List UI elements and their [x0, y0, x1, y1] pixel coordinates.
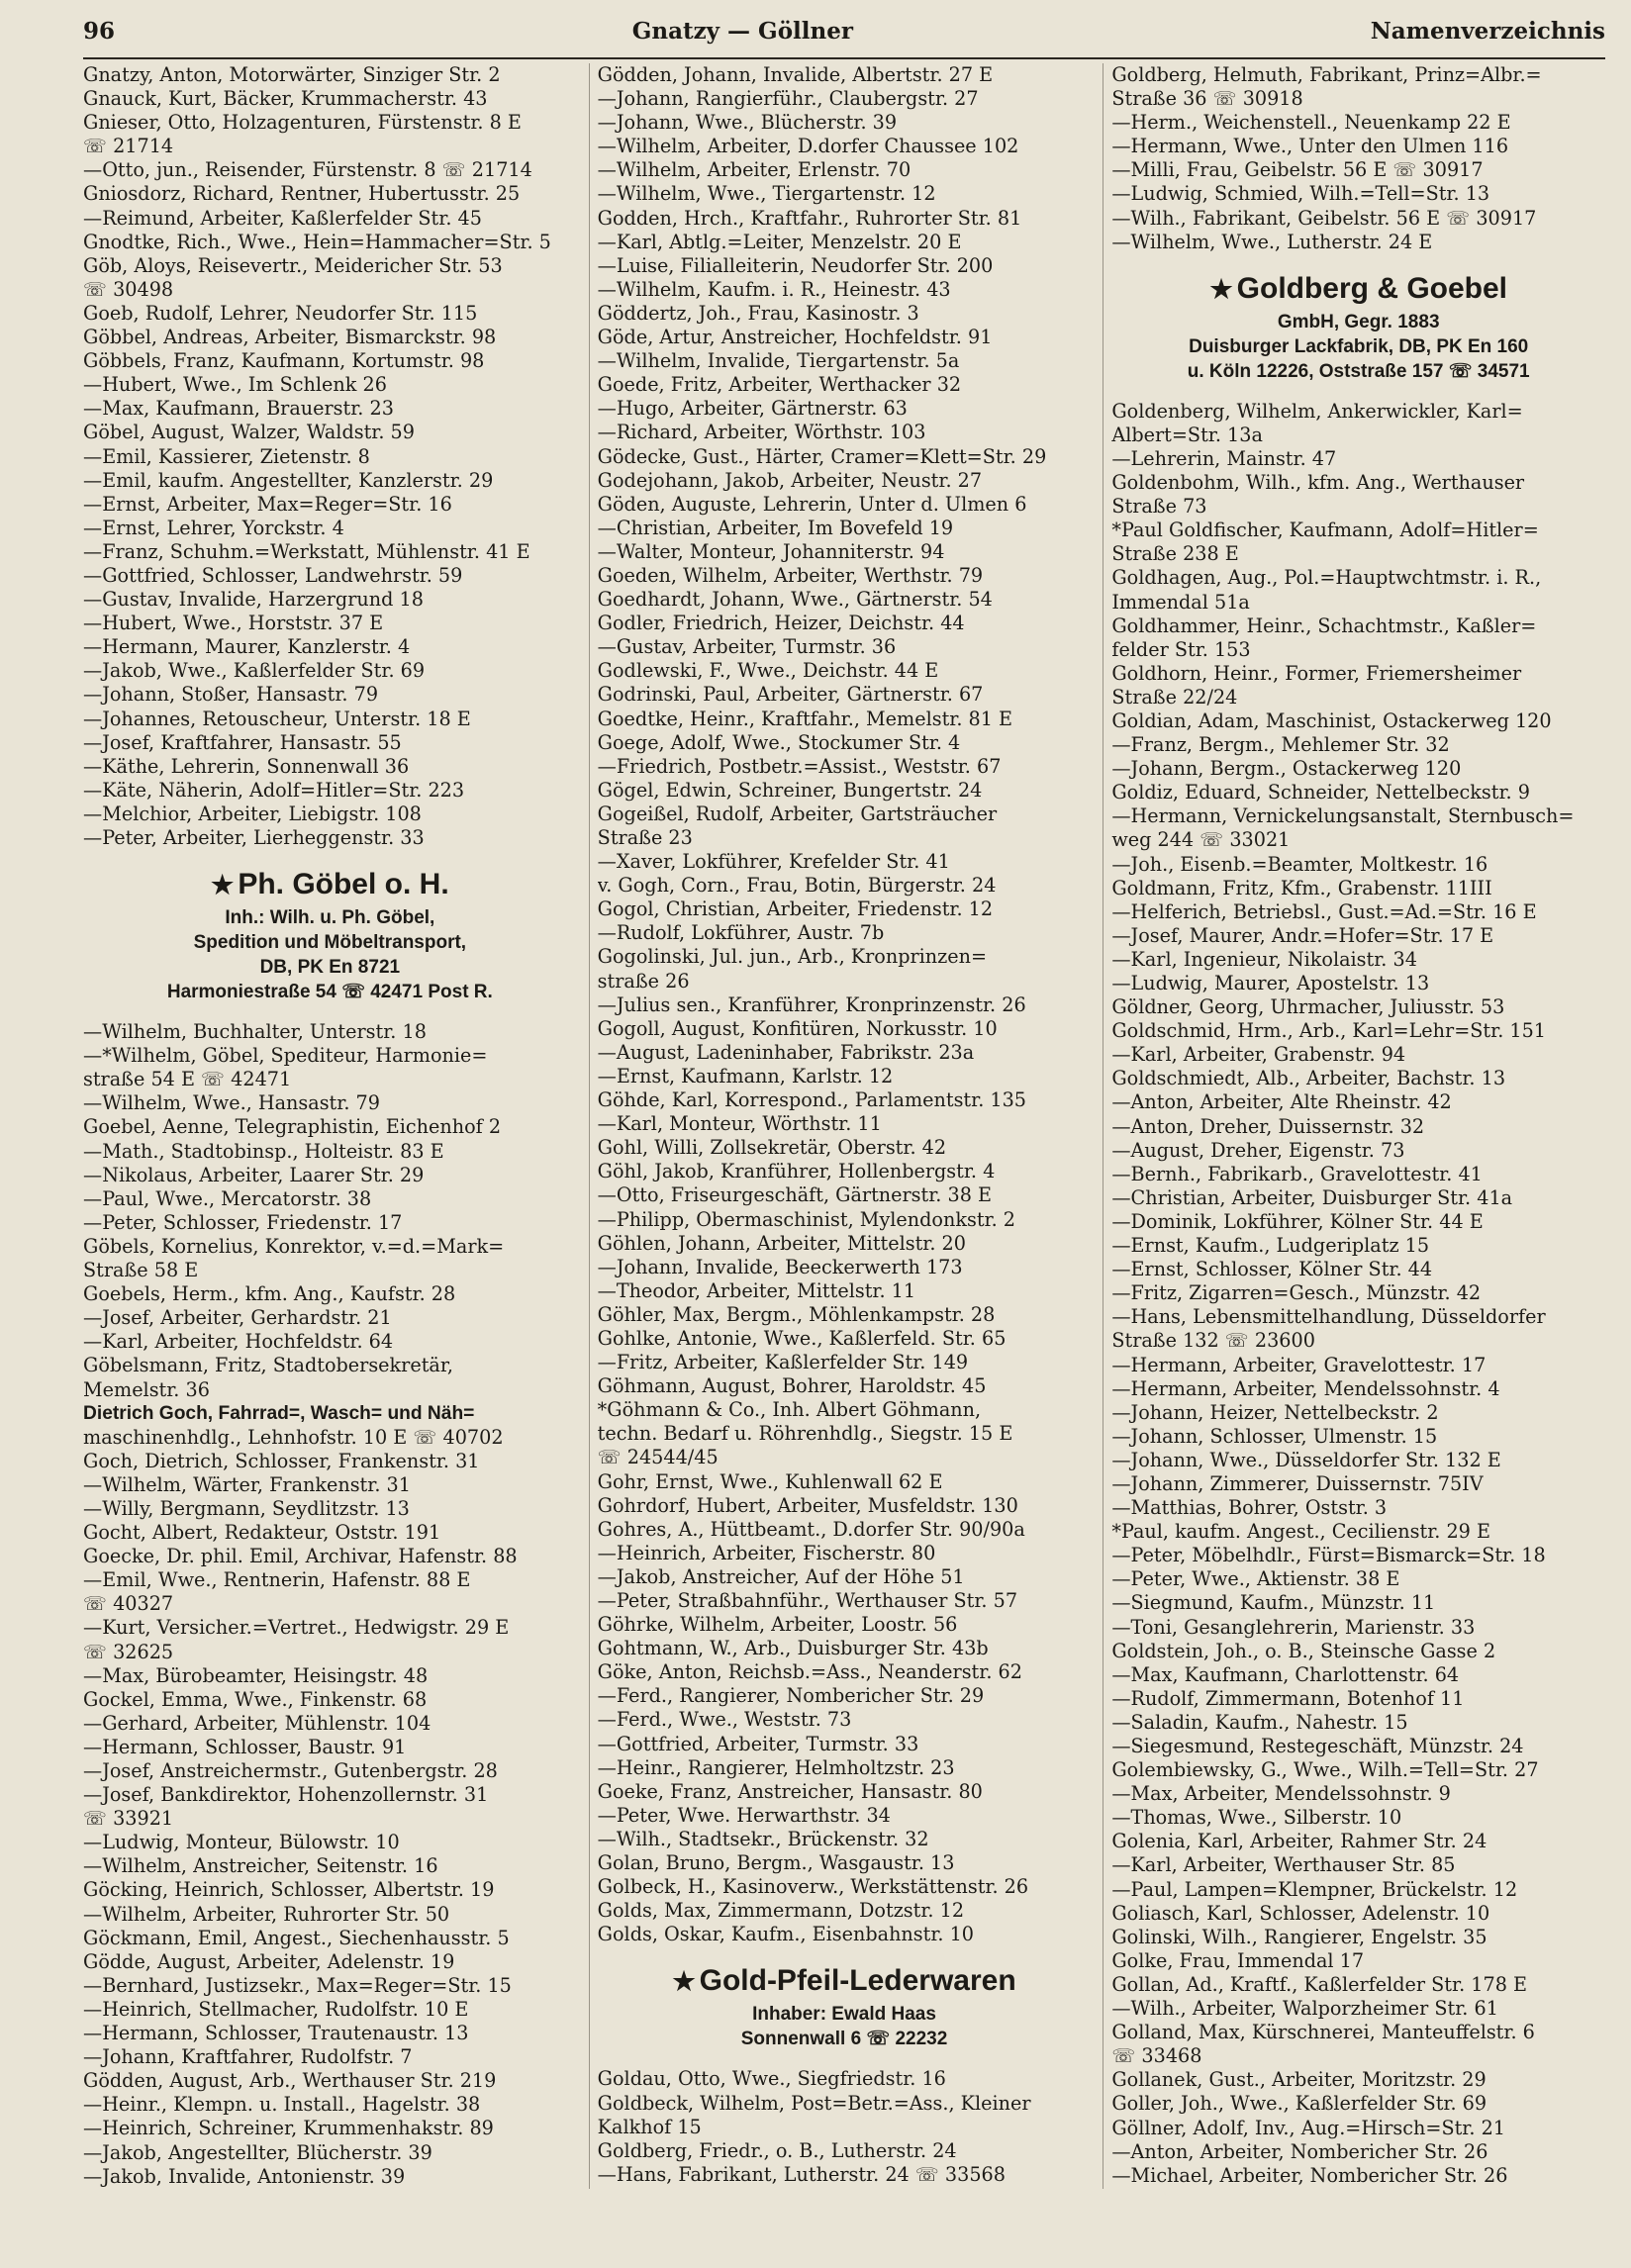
- directory-entry: —Dominik, Lokführer, Kölner Str. 44 E: [1111, 1209, 1484, 1233]
- directory-entry: —Johann, Invalide, Beeckerwerth 173: [597, 1255, 963, 1278]
- directory-entry: —Toni, Gesanglehrerin, Marienstr. 33: [1111, 1615, 1476, 1639]
- directory-entry: Göddertz, Joh., Frau, Kasinostr. 3: [597, 301, 919, 325]
- directory-entry: Goller, Joh., Wwe., Kaßlerfelder Str. 69: [1111, 2092, 1487, 2116]
- directory-entry: Goldiz, Eduard, Schneider, Nettelbeckstr. 9: [1111, 781, 1530, 804]
- directory-entry: —Ernst, Schlosser, Kölner Str. 44: [1111, 1258, 1433, 1281]
- directory-entry: —August, Dreher, Eigenstr. 73: [1111, 1138, 1405, 1162]
- directory-entry: —Hermann, Maurer, Kanzlerstr. 4: [83, 635, 411, 659]
- directory-entry: —Peter, Straßbahnführ., Werthauser Str. 57: [597, 1589, 1018, 1612]
- ad-address: u. Köln 12226, Oststraße 157 ☏ 34571: [1187, 360, 1530, 382]
- ad-gold-pfeil: [598, 1946, 1092, 2067]
- directory-entry: —Wilhelm, Wärter, Frankenstr. 31: [83, 1472, 411, 1496]
- column-3: [1103, 63, 1605, 2189]
- directory-entry: straße 54 E ☏ 42471: [83, 1068, 292, 1091]
- directory-entry: —Karl, Abtlg.=Leiter, Menzelstr. 20 E: [597, 230, 962, 253]
- directory-entry: —Peter, Schlosser, Friedenstr. 17: [83, 1210, 403, 1234]
- directory-entry: *Göhmann & Co., Inh. Albert Göhmann,: [597, 1398, 982, 1422]
- directory-entry: —Joh., Eisenb.=Beamter, Moltkestr. 16: [1111, 852, 1488, 876]
- directory-entry: —Karl, Ingenieur, Nikolaistr. 34: [1111, 947, 1417, 971]
- directory-entry: —Anton, Arbeiter, Nombericher Str. 26: [1111, 2139, 1488, 2163]
- directory-entry: —Reimund, Arbeiter, Kaßlerfelder Str. 45: [83, 206, 482, 230]
- directory-entry: —Ernst, Kaufmann, Karlstr. 12: [597, 1064, 894, 1087]
- directory-entry: —Theodor, Arbeiter, Mittelstr. 11: [597, 1278, 916, 1302]
- directory-entry: Immendal 51a: [1111, 590, 1250, 614]
- directory-entry: —Julius sen., Kranführer, Kronprinzenstr. 26: [597, 992, 1026, 1016]
- directory-entry: Goldberg, Friedr., o. B., Lutherstr. 24: [597, 2138, 957, 2162]
- directory-entry: —Gottfried, Arbeiter, Turmstr. 33: [597, 1732, 919, 1755]
- ad-name: Ph. Göbel o. H.: [238, 868, 449, 901]
- directory-entry: —Siegesmund, Restegeschäft, Münzstr. 24: [1111, 1735, 1524, 1757]
- directory-entry: Straße 58 E: [83, 1259, 199, 1282]
- directory-entry: —Wilhelm, Arbeiter, D.dorfer Chaussee 102: [597, 135, 1019, 158]
- directory-entry: —Hermann, Vernickelungsanstalt, Sternbusch=: [1111, 804, 1575, 828]
- directory-entry: Goldbeck, Wilhelm, Post=Betr.=Ass., Kleiner: [597, 2091, 1031, 2115]
- directory-entry: —Josef, Kraftfahrer, Hansastr. 55: [83, 730, 402, 754]
- star-icon: ★: [1209, 273, 1233, 304]
- directory-entry: —Wilhelm, Invalide, Tiergartenstr. 5a: [597, 349, 960, 373]
- directory-entry: —Max, Arbeiter, Mendelssohnstr. 9: [1111, 1782, 1451, 1806]
- directory-entry: Goebel, Aenne, Telegraphistin, Eichenhof 2: [83, 1115, 502, 1139]
- directory-entry: Gödden, August, Arb., Werthauser Str. 219: [83, 2069, 497, 2093]
- directory-entry: Göhmann, August, Bohrer, Haroldstr. 45: [597, 1374, 987, 1398]
- directory-entry: —Gottfried, Schlosser, Landwehrstr. 59: [83, 563, 463, 587]
- directory-entry: —Käthe, Lehrerin, Sonnenwall 36: [83, 754, 410, 778]
- entry-list: [1111, 63, 1605, 254]
- directory-entry: —Hugo, Arbeiter, Gärtnerstr. 63: [597, 397, 908, 421]
- page-number: 96: [83, 18, 116, 45]
- directory-entry: Straße 73: [1111, 495, 1207, 519]
- directory-entry: —Gustav, Arbeiter, Turmstr. 36: [597, 635, 897, 659]
- ad-goldberg-goebel: [1111, 254, 1605, 400]
- directory-entry: —Anton, Arbeiter, Alte Rheinstr. 42: [1111, 1090, 1452, 1114]
- directory-entry: —Heinrich, Schreiner, Krummenhakstr. 89: [83, 2117, 494, 2140]
- directory-entry: —Fritz, Arbeiter, Kaßlerfelder Str. 149: [597, 1351, 969, 1374]
- directory-entry: —Melchior, Arbeiter, Liebigstr. 108: [83, 802, 422, 825]
- directory-entry: —Ernst, Arbeiter, Max=Reger=Str. 16: [83, 492, 452, 516]
- directory-entry: Gohtmann, W., Arb., Duisburger Str. 43b: [597, 1637, 989, 1660]
- directory-entry: Gogeißel, Rudolf, Arbeiter, Gartsträucher: [597, 802, 998, 825]
- directory-entry: —Hermann, Arbeiter, Gravelottestr. 17: [1111, 1353, 1487, 1376]
- directory-entry: Goldhammer, Heinr., Schachtmstr., Kaßler=: [1111, 614, 1537, 637]
- directory-entry: Straße 22/24: [1111, 685, 1238, 709]
- directory-entry: —Rudolf, Zimmermann, Botenhof 11: [1111, 1686, 1465, 1710]
- directory-entry: Gnauck, Kurt, Bäcker, Krummacherstr. 43: [83, 87, 488, 111]
- directory-entry: —Max, Kaufmann, Charlottenstr. 64: [1111, 1662, 1460, 1686]
- directory-entry: —Wilhelm, Buchhalter, Unterstr. 18: [83, 1020, 427, 1044]
- directory-entry: —Heinr., Klempn. u. Install., Hagelstr. 38: [83, 2093, 481, 2117]
- directory-entry: Gniosdorz, Richard, Rentner, Hubertusstr. 25: [83, 182, 521, 206]
- directory-entry: —Ludwig, Schmied, Wilh.=Tell=Str. 13: [1111, 182, 1490, 206]
- directory-entry: Gogol, Christian, Arbeiter, Friedenstr. 12: [597, 898, 994, 921]
- directory-entry: —August, Ladeninhaber, Fabrikstr. 23a: [597, 1040, 975, 1064]
- directory-entry: Goebels, Herm., kfm. Ang., Kaufstr. 28: [83, 1282, 456, 1306]
- directory-entry: ☏ 40327: [83, 1592, 174, 1616]
- directory-entry: Goege, Adolf, Wwe., Stockumer Str. 4: [597, 730, 961, 754]
- directory-entry: —Friedrich, Postbetr.=Assist., Weststr. 67: [597, 754, 1002, 778]
- directory-entry: —Kurt, Versicher.=Vertret., Hedwigstr. 29 E: [83, 1616, 510, 1640]
- directory-entry: —Wilhelm, Arbeiter, Erlenstr. 70: [597, 158, 911, 182]
- directory-entry: Godlewski, F., Wwe., Deichstr. 44 E: [597, 659, 939, 683]
- directory-entry: —Emil, kaufm. Angestellter, Kanzlerstr. 29: [83, 468, 494, 492]
- directory-entry: —Xaver, Lokführer, Krefelder Str. 41: [597, 850, 950, 874]
- directory-entry: Göhler, Max, Bergm., Möhlenkampstr. 28: [597, 1302, 996, 1326]
- directory-entry: —Michael, Arbeiter, Nombericher Str. 26: [1111, 2163, 1508, 2187]
- ad-business: Duisburger Lackfabrik, DB, PK En 160: [1189, 335, 1529, 357]
- ad-sub: GmbH, Gegr. 1883: [1277, 311, 1440, 332]
- directory-entry: *Paul, kaufm. Angest., Cecilienstr. 29 E: [1111, 1520, 1490, 1544]
- directory-entry: Golinski, Wilh., Rangierer, Engelstr. 35: [1111, 1925, 1487, 1948]
- directory-entry: Göhde, Karl, Korrespond., Parlamentstr. 135: [597, 1088, 1027, 1112]
- directory-entry: —Josef, Anstreichermstr., Gutenbergstr. 28: [83, 1759, 498, 1782]
- directory-entry: —Wilhelm, Wwe., Hansastr. 79: [83, 1091, 380, 1115]
- directory-entry: —Richard, Arbeiter, Wörthstr. 103: [597, 421, 926, 444]
- directory-entry: —Bernh., Fabrikarb., Gravelottestr. 41: [1111, 1162, 1483, 1185]
- directory-entry: —Johann, Schlosser, Ulmenstr. 15: [1111, 1424, 1438, 1448]
- entry-list: [83, 63, 577, 850]
- directory-entry: Kalkhof 15: [597, 2115, 702, 2138]
- directory-entry: Golland, Max, Kürschnerei, Manteuffelstr. 6: [1111, 2021, 1535, 2044]
- directory-entry: Göden, Auguste, Lehrerin, Unter d. Ulmen 6: [597, 492, 1027, 516]
- directory-entry: —Josef, Maurer, Andr.=Hofer=Str. 17 E: [1111, 923, 1494, 947]
- directory-entry: Göbel, August, Walzer, Waldstr. 59: [83, 421, 415, 444]
- directory-entry: Göb, Aloys, Reisevertr., Meidericher Str. 53: [83, 253, 503, 277]
- directory-entry: Goldian, Adam, Maschinist, Ostackerweg 120: [1111, 709, 1552, 732]
- directory-entry: —Hans, Lebensmittelhandlung, Düsseldorfer: [1111, 1305, 1546, 1329]
- directory-entry: —Hermann, Arbeiter, Mendelssohnstr. 4: [1111, 1376, 1500, 1400]
- directory-entry: —Josef, Arbeiter, Gerhardstr. 21: [83, 1306, 392, 1330]
- directory-entry: Goldenberg, Wilhelm, Ankerwickler, Karl=: [1111, 399, 1523, 423]
- page-header: [83, 18, 1605, 59]
- directory-entry: Göke, Anton, Reichsb.=Ass., Neanderstr. 62: [597, 1660, 1022, 1684]
- directory-entry: Göbbels, Franz, Kaufmann, Kortumstr. 98: [83, 349, 485, 373]
- directory-entry: —Ferd., Wwe., Weststr. 73: [597, 1708, 852, 1732]
- star-icon: ★: [211, 870, 235, 900]
- directory-entry: —Wilh., Stadtsekr., Brückenstr. 32: [597, 1827, 929, 1850]
- directory-entry: —Karl, Arbeiter, Grabenstr. 94: [1111, 1043, 1406, 1067]
- directory-entry: —Milli, Frau, Geibelstr. 56 E ☏ 30917: [1111, 158, 1484, 182]
- directory-entry: Gockel, Emma, Wwe., Finkenstr. 68: [83, 1687, 428, 1711]
- directory-entry: Golds, Oskar, Kaufm., Eisenbahnstr. 10: [597, 1923, 975, 1946]
- directory-entry: —Hubert, Wwe., Im Schlenk 26: [83, 373, 387, 397]
- directory-entry: Gnieser, Otto, Holzagenturen, Fürstenstr. 8 E: [83, 111, 522, 135]
- directory-entry: ☏ 30498: [83, 277, 174, 301]
- directory-entry: Goeden, Wilhelm, Arbeiter, Werthstr. 79: [597, 563, 984, 587]
- directory-entry: Golbeck, H., Kasinoverw., Werkstättenstr. 26: [597, 1875, 1029, 1899]
- directory-entry: —Math., Stadtobinsp., Holteistr. 83 E: [83, 1139, 444, 1163]
- directory-entry: —Otto, Friseurgeschäft, Gärtnerstr. 38 E: [597, 1183, 993, 1207]
- directory-entry: —Karl, Arbeiter, Hochfeldstr. 64: [83, 1330, 394, 1354]
- directory-entry: —Johann, Kraftfahrer, Rudolfstr. 7: [83, 2045, 413, 2069]
- entry-list: [598, 2067, 1092, 2186]
- directory-entry: —Johannes, Retouscheur, Unterstr. 18 E: [83, 707, 471, 730]
- columns: [83, 63, 1605, 2189]
- column-1: [83, 63, 577, 2189]
- directory-entry: —Max, Bürobeamter, Heisingstr. 48: [83, 1663, 429, 1687]
- directory-entry: Gögel, Edwin, Schreiner, Bungertstr. 24: [597, 778, 983, 802]
- directory-entry: Goede, Fritz, Arbeiter, Werthacker 32: [597, 373, 962, 397]
- directory-entry: —Nikolaus, Arbeiter, Laarer Str. 29: [83, 1163, 425, 1186]
- ad-goebel: [83, 850, 577, 1020]
- directory-entry: —Heinrich, Arbeiter, Fischerstr. 80: [597, 1541, 936, 1564]
- directory-entry: felder Str. 153: [1111, 637, 1251, 661]
- directory-entry: Gollan, Ad., Kraftf., Kaßlerfelder Str. 178 E: [1111, 1972, 1528, 1996]
- ad-address: Sonnenwall 6 ☏ 22232: [740, 2029, 948, 2050]
- directory-entry: Golembiewsky, G., Wwe., Wilh.=Tell=Str. 27: [1111, 1758, 1539, 1782]
- directory-entry: Gnodtke, Rich., Wwe., Hein=Hammacher=Str. 5: [83, 230, 551, 253]
- directory-entry: Albert=Str. 13a: [1111, 423, 1263, 446]
- ad-name: Gold-Pfeil-Lederwaren: [699, 1964, 1016, 1998]
- directory-entry: —Johann, Heizer, Nettelbeckstr. 2: [1111, 1400, 1439, 1424]
- directory-entry: Göckmann, Emil, Angest., Siechenhausstr. 5: [83, 1926, 510, 1949]
- directory-entry: —Emil, Kassierer, Zietenstr. 8: [83, 444, 370, 468]
- directory-entry: —Jakob, Invalide, Antonienstr. 39: [83, 2164, 406, 2188]
- directory-entry: —Rudolf, Lokführer, Austr. 7b: [597, 921, 885, 945]
- directory-entry: Göcking, Heinrich, Schlosser, Albertstr. 19: [83, 1878, 495, 1902]
- directory-entry: —Siegmund, Kaufm., Münzstr. 11: [1111, 1591, 1436, 1615]
- directory-entry: straße 26: [597, 969, 690, 992]
- directory-entry: Gohl, Willi, Zollsekretär, Oberstr. 42: [597, 1136, 947, 1160]
- directory-entry: —Karl, Arbeiter, Werthauser Str. 85: [1111, 1853, 1456, 1877]
- directory-entry: —Thomas, Wwe., Silberstr. 10: [1111, 1806, 1402, 1830]
- directory-entry: —Wilhelm, Wwe., Lutherstr. 24 E: [1111, 230, 1433, 253]
- directory-entry: Golan, Bruno, Bergm., Wasgaustr. 13: [597, 1851, 955, 1875]
- entry-list: [1111, 400, 1605, 2188]
- directory-entry: Straße 23: [597, 826, 693, 849]
- directory-entry: —Philipp, Obermaschinist, Mylendonkstr. 2: [597, 1207, 1015, 1231]
- directory-entry: techn. Bedarf u. Röhrenhdlg., Siegstr. 15 E: [597, 1422, 1013, 1446]
- directory-entry: Gogoll, August, Konfitüren, Norkusstr. 10: [597, 1016, 998, 1040]
- directory-entry: —Johann, Wwe., Blücherstr. 39: [597, 111, 898, 135]
- directory-entry: ☏ 33468: [1111, 2044, 1202, 2068]
- directory-entry: —Peter, Wwe. Herwarthstr. 34: [597, 1803, 891, 1827]
- page-range: Gnatzy — Göllner: [631, 18, 853, 45]
- directory-entry: —Max, Kaufmann, Brauerstr. 23: [83, 397, 394, 421]
- directory-entry: —Bernhard, Justizsekr., Max=Reger=Str. 15: [83, 1973, 512, 1997]
- directory-entry: —Saladin, Kaufm., Nahestr. 15: [1111, 1710, 1408, 1734]
- directory-entry: Goldberg, Helmuth, Fabrikant, Prinz=Albr.=: [1111, 63, 1542, 86]
- directory-entry: Gödecke, Gust., Härter, Cramer=Klett=Str. 29: [597, 444, 1047, 468]
- directory-entry: Goch, Dietrich, Schlosser, Frankenstr. 31: [83, 1449, 480, 1472]
- directory-entry: —Peter, Wwe., Aktienstr. 38 E: [1111, 1567, 1400, 1591]
- directory-entry: Straße 36 ☏ 30918: [1111, 87, 1303, 111]
- directory-entry: —Wilhelm, Anstreicher, Seitenstr. 16: [83, 1854, 438, 1878]
- directory-entry: Goliasch, Karl, Schlosser, Adelenstr. 10: [1111, 1901, 1490, 1925]
- directory-entry: —Wilh., Arbeiter, Walporzheimer Str. 61: [1111, 1997, 1498, 2021]
- directory-entry: —Johann, Rangierführ., Claubergstr. 27: [597, 87, 979, 111]
- directory-entry: —Paul, Wwe., Mercatorstr. 38: [83, 1186, 372, 1210]
- directory-entry: —Walter, Monteur, Johanniterstr. 94: [597, 539, 945, 563]
- directory-entry: —Jakob, Angestellter, Blücherstr. 39: [83, 2140, 432, 2164]
- directory-entry: —Ferd., Rangierer, Nombericher Str. 29: [597, 1684, 985, 1708]
- directory-entry: v. Gogh, Corn., Frau, Botin, Bürgerstr. 24: [597, 874, 997, 898]
- directory-entry: —Johann, Zimmerer, Duissernstr. 75IV: [1111, 1471, 1484, 1495]
- directory-entry: Gogolinski, Jul. jun., Arb., Kronprinzen=: [597, 945, 988, 969]
- directory-entry: —Hubert, Wwe., Horststr. 37 E: [83, 612, 384, 635]
- directory-entry: —Lehrerin, Mainstr. 47: [1111, 446, 1337, 470]
- directory-entry: Goldschmiedt, Alb., Arbeiter, Bachstr. 13: [1111, 1067, 1506, 1090]
- directory-entry: Goldhagen, Aug., Pol.=Hauptwchtmstr. i. R.,: [1111, 566, 1542, 590]
- directory-entry: Golenia, Karl, Arbeiter, Rahmer Str. 24: [1111, 1830, 1487, 1853]
- directory-entry: —Anton, Dreher, Duissernstr. 32: [1111, 1114, 1425, 1138]
- directory-entry: —Willy, Bergmann, Seydlitzstr. 13: [83, 1496, 410, 1520]
- entry-list: [83, 1020, 577, 2189]
- directory-entry: —Gustav, Invalide, Harzergrund 18: [83, 588, 424, 612]
- directory-entry: *Paul Goldfischer, Kaufmann, Adolf=Hitler=: [1111, 519, 1539, 542]
- directory-entry: Gohres, A., Hüttbeamt., D.dorfer Str. 90/90a: [597, 1517, 1025, 1541]
- directory-entry: —Wilhelm, Kaufm. i. R., Heinestr. 43: [597, 277, 951, 301]
- directory-entry: Goldschmid, Hrm., Arb., Karl=Lehr=Str. 151: [1111, 1019, 1547, 1043]
- directory-entry: Gocht, Albert, Redakteur, Oststr. 191: [83, 1521, 441, 1545]
- directory-entry: —Peter, Möbelhdlr., Fürst=Bismarck=Str. 18: [1111, 1544, 1546, 1567]
- directory-entry: —Ludwig, Maurer, Apostelstr. 13: [1111, 972, 1430, 994]
- directory-entry: Göde, Artur, Anstreicher, Hochfeldstr. 91: [597, 326, 993, 349]
- directory-entry: —Josef, Bankdirektor, Hohenzollernstr. 31: [83, 1783, 489, 1807]
- directory-entry: Memelstr. 36: [83, 1377, 210, 1401]
- directory-entry: —Helferich, Betriebsl., Gust.=Ad.=Str. 16 E: [1111, 899, 1537, 923]
- directory-entry: Goldmann, Fritz, Kfm., Grabenstr. 11III: [1111, 876, 1492, 899]
- directory-entry: Godrinski, Paul, Arbeiter, Gärtnerstr. 67: [597, 683, 984, 707]
- directory-entry: —Jakob, Wwe., Kaßlerfelder Str. 69: [83, 659, 426, 683]
- directory-entry: Gohrdorf, Hubert, Arbeiter, Musfeldstr. 130: [597, 1493, 1018, 1517]
- directory-entry: Godejohann, Jakob, Arbeiter, Neustr. 27: [597, 468, 983, 492]
- directory-entry: —Gerhard, Arbeiter, Mühlenstr. 104: [83, 1711, 432, 1735]
- directory-entry: —*Wilhelm, Göbel, Spediteur, Harmonie=: [83, 1044, 488, 1068]
- directory-entry: Godler, Friedrich, Heizer, Deichstr. 44: [597, 612, 965, 635]
- directory-entry: —Peter, Arbeiter, Lierheggenstr. 33: [83, 826, 425, 849]
- directory-entry: —Ludwig, Monteur, Bülowstr. 10: [83, 1831, 400, 1854]
- directory-entry: —Ernst, Kaufm., Ludgeriplatz 15: [1111, 1234, 1430, 1258]
- ad-owner: Inh.: Wilh. u. Ph. Göbel,: [225, 907, 435, 929]
- directory-entry: —Luise, Filialleiterin, Neudorfer Str. 200: [597, 253, 994, 277]
- directory-entry: Straße 238 E: [1111, 542, 1239, 566]
- directory-entry: Goeb, Rudolf, Lehrer, Neudorfer Str. 115: [83, 301, 478, 325]
- directory-entry: Goedtke, Heinr., Kraftfahr., Memelstr. 81 E: [597, 707, 1013, 730]
- directory-entry: Straße 132 ☏ 23600: [1111, 1329, 1315, 1353]
- directory-entry: —Hans, Fabrikant, Lutherstr. 24 ☏ 33568: [597, 2162, 1006, 2186]
- ad-account: DB, PK En 8721: [259, 957, 401, 979]
- directory-entry: ☏ 33921: [83, 1807, 174, 1831]
- ad-address: Harmoniestraße 54 ☏ 42471 Post R.: [166, 982, 493, 1003]
- directory-entry: —Franz, Schuhm.=Werkstatt, Mühlenstr. 41 E: [83, 539, 530, 563]
- directory-entry: —Johann, Bergm., Ostackerweg 120: [1111, 757, 1462, 781]
- directory-entry: —Heinrich, Stellmacher, Rudolfstr. 10 E: [83, 1997, 469, 2021]
- directory-entry: —Wilhelm, Wwe., Tiergartenstr. 12: [597, 182, 936, 206]
- directory-entry: weg 244 ☏ 33021: [1111, 828, 1291, 852]
- section-title: Namenverzeichnis: [1370, 18, 1605, 45]
- directory-entry: Goeke, Franz, Anstreicher, Hansastr. 80: [597, 1779, 983, 1803]
- directory-entry: —Hermann, Wwe., Unter den Ulmen 116: [1111, 135, 1509, 158]
- directory-entry: Goldstein, Joh., o. B., Steinsche Gasse 2: [1111, 1639, 1496, 1662]
- entry-list: [598, 63, 1092, 1946]
- directory-entry: Godden, Hrch., Kraftfahr., Ruhrorter Str. 81: [597, 206, 1022, 230]
- directory-entry: —Christian, Arbeiter, Im Bovefeld 19: [597, 516, 954, 539]
- star-icon: ★: [672, 1966, 696, 1997]
- directory-entry: ☏ 24544/45: [597, 1446, 719, 1469]
- directory-entry: —Johann, Stoßer, Hansastr. 79: [83, 683, 379, 707]
- directory-entry: Göbelsmann, Fritz, Stadtobersekretär,: [83, 1354, 454, 1377]
- directory-entry: Goecke, Dr. phil. Emil, Archivar, Hafenstr. 88: [83, 1545, 518, 1568]
- directory-entry: —Franz, Bergm., Mehlemer Str. 32: [1111, 733, 1450, 757]
- directory-entry: —Fritz, Zigarren=Gesch., Münzstr. 42: [1111, 1281, 1482, 1305]
- directory-entry: —Karl, Monteur, Wörthstr. 11: [597, 1112, 882, 1136]
- directory-entry: —Matthias, Bohrer, Oststr. 3: [1111, 1496, 1388, 1520]
- ad-name: Goldberg & Goebel: [1236, 271, 1508, 305]
- directory-entry: —Paul, Lampen=Klempner, Brückelstr. 12: [1111, 1877, 1518, 1901]
- directory-entry: —Hermann, Schlosser, Baustr. 91: [83, 1735, 407, 1758]
- directory-entry: Gnatzy, Anton, Motorwärter, Sinziger Str. 2: [83, 63, 501, 86]
- directory-entry: —Wilhelm, Arbeiter, Ruhrorter Str. 50: [83, 1902, 450, 1926]
- directory-entry: —Heinr., Rangierer, Helmholtzstr. 23: [597, 1755, 955, 1779]
- directory-entry: Göhlen, Johann, Arbeiter, Mittelstr. 20: [597, 1231, 966, 1255]
- directory-entry: Golds, Max, Zimmermann, Dotzstr. 12: [597, 1899, 965, 1923]
- directory-entry: Dietrich Goch, Fahrrad=, Wasch= und Näh=: [83, 1402, 475, 1424]
- directory-entry: —Christian, Arbeiter, Duisburger Str. 41a: [1111, 1185, 1513, 1209]
- directory-entry: ☏ 21714: [83, 135, 174, 158]
- directory-entry: Göhl, Jakob, Kranführer, Hollenbergstr. 4: [597, 1160, 996, 1183]
- directory-entry: —Ernst, Lehrer, Yorckstr. 4: [83, 516, 344, 539]
- directory-entry: Goldau, Otto, Wwe., Siegfriedstr. 16: [597, 2067, 946, 2091]
- directory-entry: —Emil, Wwe., Rentnerin, Hafenstr. 88 E: [83, 1568, 471, 1592]
- ad-business: Spedition und Möbeltransport,: [193, 932, 467, 954]
- directory-entry: Goldenbohm, Wilh., kfm. Ang., Werthauser: [1111, 471, 1525, 495]
- ad-owner: Inhaber: Ewald Haas: [752, 2004, 936, 2026]
- directory-entry: —Wilh., Fabrikant, Geibelstr. 56 E ☏ 30917: [1111, 206, 1537, 230]
- directory-entry: Goldhorn, Heinr., Former, Friemersheimer: [1111, 661, 1522, 685]
- directory-entry: Göbels, Kornelius, Konrektor, v.=d.=Mark=: [83, 1234, 505, 1258]
- directory-entry: maschinenhdlg., Lehnhofstr. 10 E ☏ 40702: [83, 1425, 504, 1449]
- directory-entry: Gödden, Johann, Invalide, Albertstr. 27 E: [597, 63, 994, 86]
- directory-entry: —Johann, Wwe., Düsseldorfer Str. 132 E: [1111, 1448, 1501, 1471]
- directory-entry: Gollanek, Gust., Arbeiter, Moritzstr. 29: [1111, 2068, 1487, 2092]
- directory-entry: Göldner, Georg, Uhrmacher, Juliusstr. 53: [1111, 995, 1505, 1019]
- directory-entry: —Otto, jun., Reisender, Fürstenstr. 8 ☏ 21714: [83, 158, 532, 182]
- directory-entry: Göhrke, Wilhelm, Arbeiter, Loostr. 56: [597, 1613, 958, 1637]
- directory-entry: Göllner, Adolf, Inv., Aug.=Hirsch=Str. 21: [1111, 2116, 1505, 2139]
- column-2: [589, 63, 1092, 2189]
- directory-entry: Golke, Frau, Immendal 17: [1111, 1948, 1365, 1972]
- directory-entry: Göbbel, Andreas, Arbeiter, Bismarckstr. 98: [83, 326, 497, 349]
- directory-entry: Gohr, Ernst, Wwe., Kuhlenwall 62 E: [597, 1469, 943, 1493]
- directory-entry: ☏ 32625: [83, 1640, 174, 1663]
- directory-entry: —Käte, Näherin, Adolf=Hitler=Str. 223: [83, 778, 465, 802]
- directory-entry: Gödde, August, Arbeiter, Adelenstr. 19: [83, 1949, 455, 1973]
- directory-entry: —Hermann, Schlosser, Trautenaustr. 13: [83, 2022, 469, 2045]
- directory-entry: Gohlke, Antonie, Wwe., Kaßlerfeld. Str. 65: [597, 1326, 1007, 1350]
- directory-entry: Goedhardt, Johann, Wwe., Gärtnerstr. 54: [597, 588, 993, 612]
- directory-entry: —Herm., Weichenstell., Neuenkamp 22 E: [1111, 111, 1511, 135]
- directory-entry: —Jakob, Anstreicher, Auf der Höhe 51: [597, 1564, 965, 1588]
